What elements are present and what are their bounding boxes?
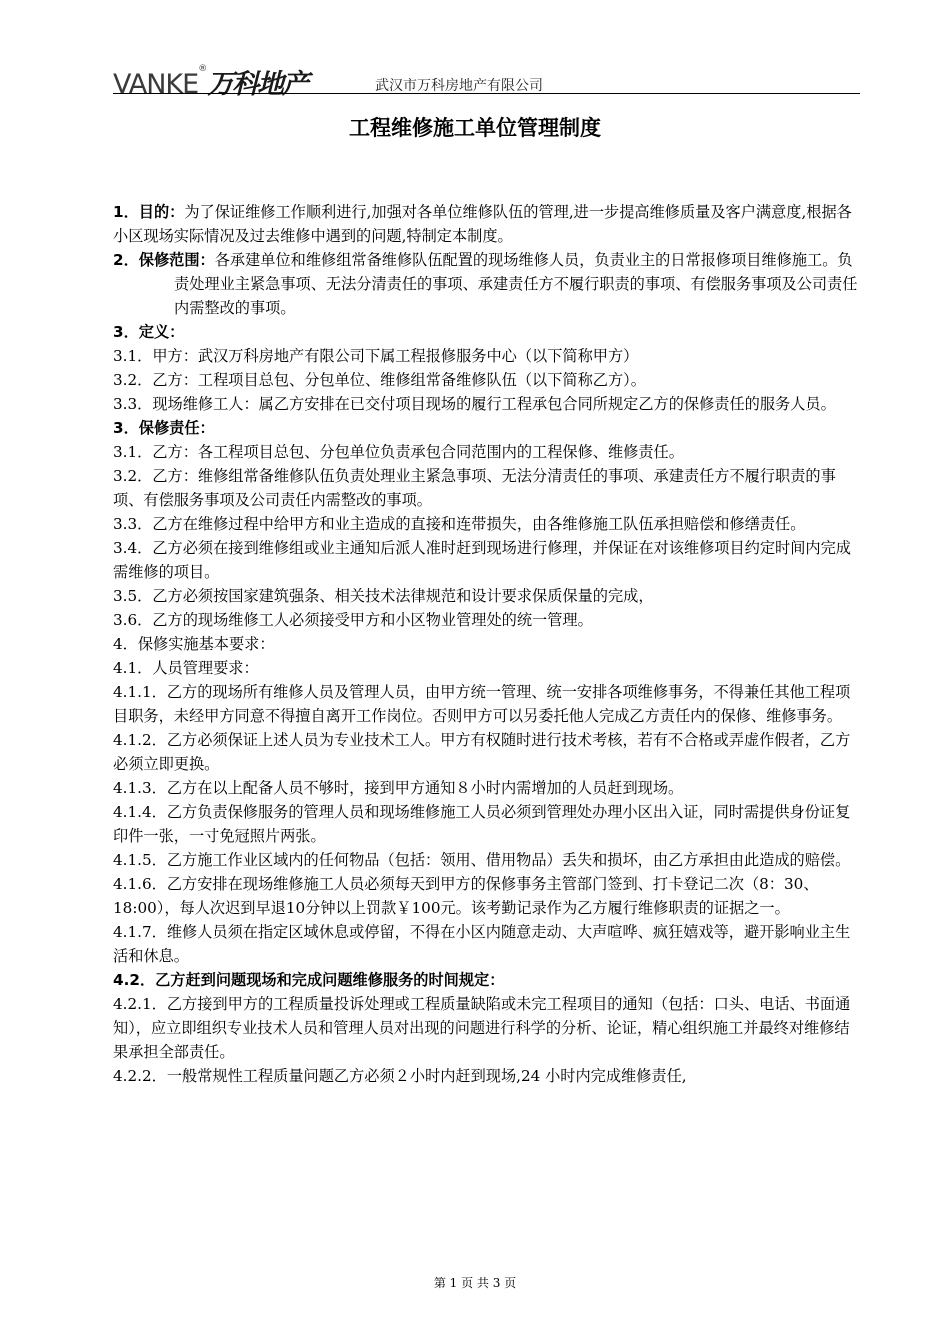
paragraph	[113, 248, 861, 320]
paragraph-text: 4.1.2．乙方必须保证上述人员为专业技术工人。甲方有权随时进行技术考核，若有不合格或弄虚作假者，乙方必须立即更换。	[113, 731, 851, 773]
paragraph-text: 4.1.7．维修人员须在指定区域休息或停留，不得在小区内随意走动、大声喧哗、疯狂嬉戏等，避开影响业主生活和休息。	[113, 923, 851, 965]
paragraph-text: 3.6．乙方的现场维修工人必须接受甲方和小区物业管理处的统一管理。	[113, 611, 593, 629]
paragraph	[113, 1064, 861, 1088]
paragraph-text: 4.1.3．乙方在以上配备人员不够时，接到甲方通知８小时内需增加的人员赶到现场。	[113, 779, 684, 797]
paragraph-text: 3.1．甲方：武汉万科房地产有限公司下属工程报修服务中心（以下简称甲方）	[113, 347, 639, 365]
paragraph	[113, 872, 861, 920]
paragraph-text: 3.3．乙方在维修过程中给甲方和业主造成的直接和连带损失，由各维修施工队伍承担赔偿和修缮责任。	[113, 515, 806, 533]
paragraph-text: 3.4．乙方必须在接到维修组或业主通知后派人准时赶到现场进行修理，并保证在对该维修项目约定时间内完成需维修的项目。	[113, 539, 851, 581]
paragraph-heading: 4.2．乙方赶到问题现场和完成问题维修服务的时间规定：	[113, 971, 505, 989]
paragraph	[113, 416, 861, 440]
paragraph-heading: 1．目的：	[113, 203, 185, 221]
paragraph	[113, 464, 861, 512]
paragraph	[113, 344, 861, 368]
paragraph	[113, 512, 861, 536]
logo-registered-mark: ®	[198, 64, 208, 74]
paragraph	[113, 440, 861, 464]
paragraph	[113, 200, 861, 248]
paragraph-text: 各承建单位和维修组常备维修队伍配置的现场维修人员，负责业主的日常报修项目维修施工。负责处理业主紧急事项、无法分清责任的事项、承建责任方不履行职责的事项、有偿服务事项及公司责任内需整改的事项。	[174, 251, 858, 317]
page-footer: 第 1 页 共 3 页	[433, 1276, 517, 1290]
paragraph	[113, 920, 861, 968]
paragraph-text: 4.1.5．乙方施工作业区域内的任何物品（包括：领用、借用物品）丢失和损坏，由乙方承担由此造成的赔偿。	[113, 851, 851, 869]
paragraph-text: 3.2．乙方：维修组常备维修队伍负责处理业主紧急事项、无法分清责任的事项、承建责任方不履行职责的事项、有偿服务事项及公司责任内需整改的事项。	[113, 467, 836, 509]
paragraph	[113, 368, 861, 392]
paragraph	[113, 848, 861, 872]
paragraph-heading: 2．保修范围：	[113, 251, 215, 269]
paragraph-text: 4.1.4．乙方负责保修服务的管理人员和现场维修施工人员必须到管理处办理小区出入证，同时需提供身份证复印件一张，一寸免冠照片两张。	[113, 803, 851, 845]
paragraph-text: 3.3．现场维修工人：属乙方安排在已交付项目现场的履行工程承包合同所规定乙方的保修责任的服务人员。	[113, 395, 836, 413]
logo-chinese: 万科地产	[207, 69, 308, 100]
company-name: 武汉市万科房地产有限公司	[375, 78, 543, 94]
paragraph	[113, 776, 861, 800]
paragraph-heading: 3．保修责任：	[113, 419, 215, 437]
paragraph	[113, 800, 861, 848]
paragraph-text: 4.1.1．乙方的现场所有维修人员及管理人员，由甲方统一管理、统一安排各项维修事务，不得兼任其他工程项目职务，未经甲方同意不得擅自离开工作岗位。否则甲方可以另委托他人完成乙方责任内的保修、维修事务。	[113, 683, 851, 725]
paragraph-text: 4.1.6．乙方安排在现场维修施工人员必须每天到甲方的保修事务主管部门签到、打卡登记二次（8：30、18:00），每人次迟到早退10分钟以上罚款￥100元。该考勤记录作为乙方履行维修职责的证据之一。	[113, 875, 819, 917]
vanke-logo	[113, 62, 308, 100]
paragraph-text: 3.5．乙方必须按国家建筑强条、相关技术法律规范和设计要求保质保量的完成，	[113, 587, 654, 605]
paragraph	[113, 608, 861, 632]
paragraph	[113, 584, 861, 608]
paragraph	[113, 320, 861, 344]
paragraph	[113, 728, 861, 776]
paragraph	[113, 992, 861, 1064]
document-body	[113, 200, 861, 1088]
paragraph	[113, 632, 861, 656]
paragraph	[113, 536, 861, 584]
paragraph-heading: 3．定义：	[113, 323, 185, 341]
paragraph-text: 3.2．乙方：工程项目总包、分包单位、维修组常备维修队伍（以下简称乙方）。	[113, 371, 646, 389]
paragraph-text: 4.2.2．一般常规性工程质量问题乙方必须２小时内赶到现场,24 小时内完成维修责任,	[113, 1067, 687, 1085]
paragraph-text: 为了保证维修工作顺利进行,加强对各单位维修队伍的管理,进一步提高维修质量及客户满意度,根据各小区现场实际情况及过去维修中遇到的问题,特制定本制度。	[113, 203, 852, 245]
page-header	[113, 60, 860, 100]
paragraph	[113, 656, 861, 680]
paragraph	[113, 392, 861, 416]
logo-english: VANKE	[113, 69, 199, 100]
paragraph	[113, 680, 861, 728]
paragraph-text: 3.1．乙方：各工程项目总包、分包单位负责承包合同范围内的工程保修、维修责任。	[113, 443, 684, 461]
header-divider	[113, 93, 860, 94]
paragraph-text: 4.2.1．乙方接到甲方的工程质量投诉处理或工程质量缺陷或未完工程项目的通知（包括：口头、电话、书面通知），应立即组织专业技术人员和管理人员对出现的问题进行科学的分析、论证，精心组织施工并最终对维修结果承担全部责任。	[113, 995, 851, 1061]
paragraph-text: 4．保修实施基本要求：	[113, 635, 275, 653]
paragraph	[113, 968, 861, 992]
document-title: 工程维修施工单位管理制度	[349, 116, 601, 140]
paragraph-text: 4.1．人员管理要求：	[113, 659, 259, 677]
